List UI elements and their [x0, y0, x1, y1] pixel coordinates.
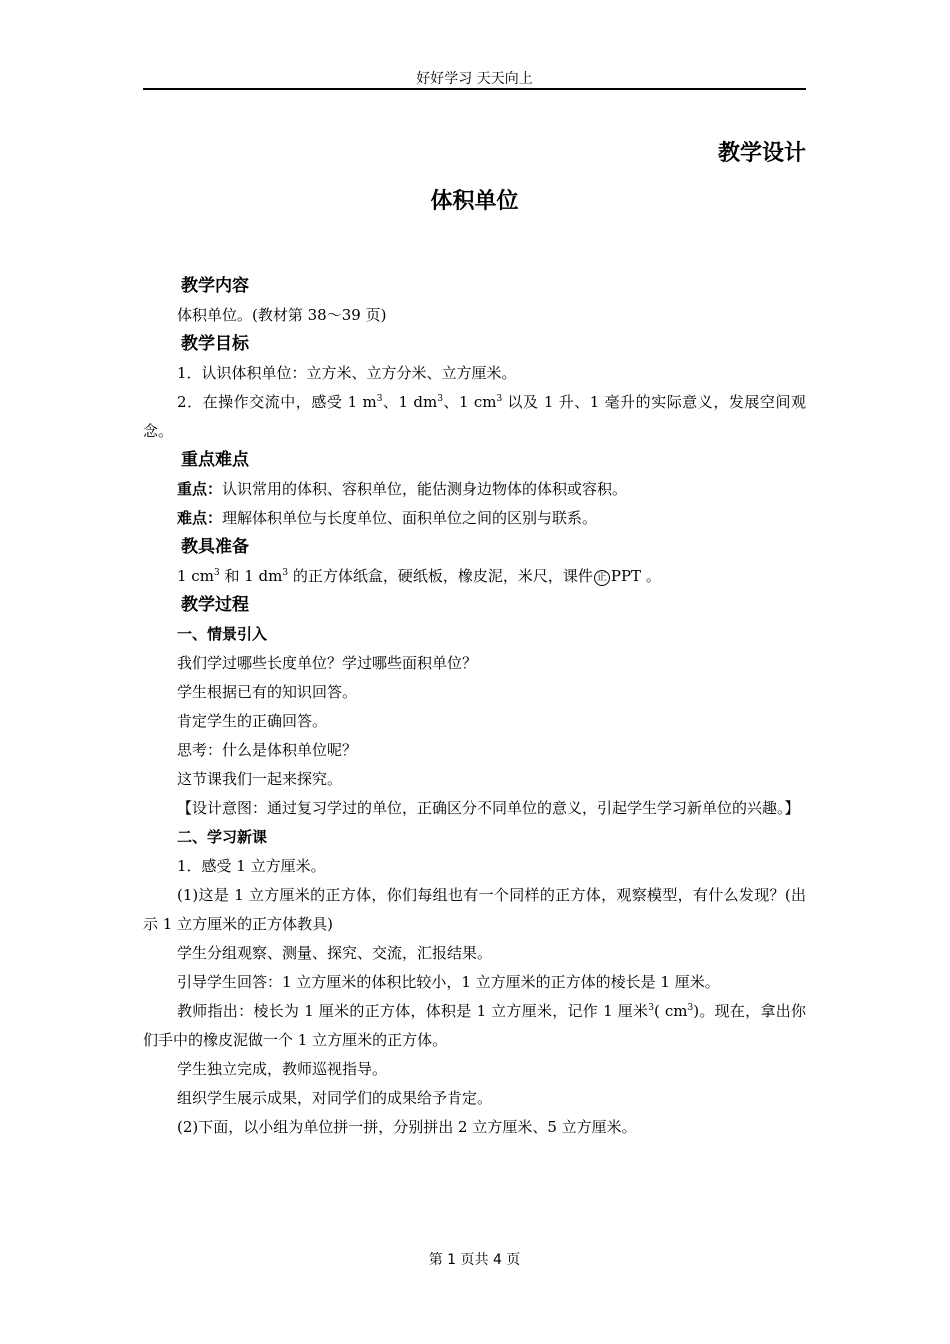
tools-text: 1 $cm^3$ 和 1 $dm^3$ 的正方体纸盒，硬纸板，橡皮泥，米尺，课件 正 PPT 。 — [177, 567, 661, 585]
doc-kicker: 教学设计 — [717, 141, 806, 166]
part1-line: 思考：什么是体积单位呢？ — [177, 741, 358, 759]
hard-point: 难点：理解体积单位与长度单位、面积单位之间的区别与联系。 — [177, 509, 598, 527]
section-heading-process: 教学过程 — [181, 595, 249, 615]
section-heading-tools: 教具准备 — [181, 537, 249, 557]
section-heading-goals: 教学目标 — [181, 334, 249, 354]
doc-title: 体积单位 — [430, 189, 519, 214]
goal-item-2: 2．在操作交流中，感受 1 $m^3$、1 $dm^3$、1 $cm^3$ 以及 1 升、1 毫升的实际意义，发展空间观念。 — [143, 393, 806, 440]
part2-line: 学生分组观察、测量、探究、交流，汇报结果。 — [177, 944, 493, 962]
part1-line: 这节课我们一起来探究。 — [177, 770, 343, 788]
content-text: 体积单位。(教材第 38～39 页) — [177, 306, 387, 324]
part2-line: (1)这是 1 立方厘米的正方体，你们每组也有一个同样的正方体，观察模型，有什么发现？(出示 1 立方厘米的正方体教具) — [143, 886, 806, 933]
part2-line: 教师指出：棱长为 1 厘米的正方体，体积是 1 立方厘米，记作 1 厘米$^3$( $cm^3$)。现在，拿出你们手中的橡皮泥做一个 1 立方厘米的正方体。 — [143, 1002, 806, 1049]
page-footer: 第 1 页共 4 页 — [428, 1252, 521, 1268]
part2-line: 组织学生展示成果，对同学们的成果给予肯定。 — [177, 1089, 493, 1107]
header-rule — [143, 88, 806, 90]
part1-line: 我们学过哪些长度单位？学过哪些面积单位？ — [177, 654, 478, 672]
design-intent: 【设计意图：通过复习学过的单位，正确区分不同单位的意义，引起学生学习新单位的兴趣。】 — [177, 799, 800, 817]
part2-line: 引导学生回答：1 立方厘米的体积比较小，1 立方厘米的正方体的棱长是 1 厘米。 — [177, 973, 720, 991]
key-point: 重点：认识常用的体积、容积单位，能估测身边物体的体积或容积。 — [177, 480, 628, 498]
part2-title: 二、学习新课 — [177, 828, 268, 846]
part1-line: 学生根据已有的知识回答。 — [177, 683, 358, 701]
doc-body — [143, 272, 806, 1142]
part2-line: 1．感受 1 立方厘米。 — [177, 857, 326, 875]
part1-title: 一、情景引入 — [177, 625, 268, 643]
section-heading-content: 教学内容 — [181, 276, 249, 296]
part2-line: (2)下面，以小组为单位拼一拼，分别拼出 2 立方厘米、5 立方厘米。 — [177, 1118, 637, 1136]
page-header: 好好学习 天天向上 — [416, 71, 533, 87]
section-heading-keypoints: 重点难点 — [181, 450, 249, 470]
part2-line: 学生独立完成，教师巡视指导。 — [177, 1060, 388, 1078]
circled-zheng-icon: 正 — [594, 570, 610, 586]
part1-line: 肯定学生的正确回答。 — [177, 712, 328, 730]
goal-item-1: 1．认识体积单位：立方米、立方分米、立方厘米。 — [177, 364, 517, 382]
